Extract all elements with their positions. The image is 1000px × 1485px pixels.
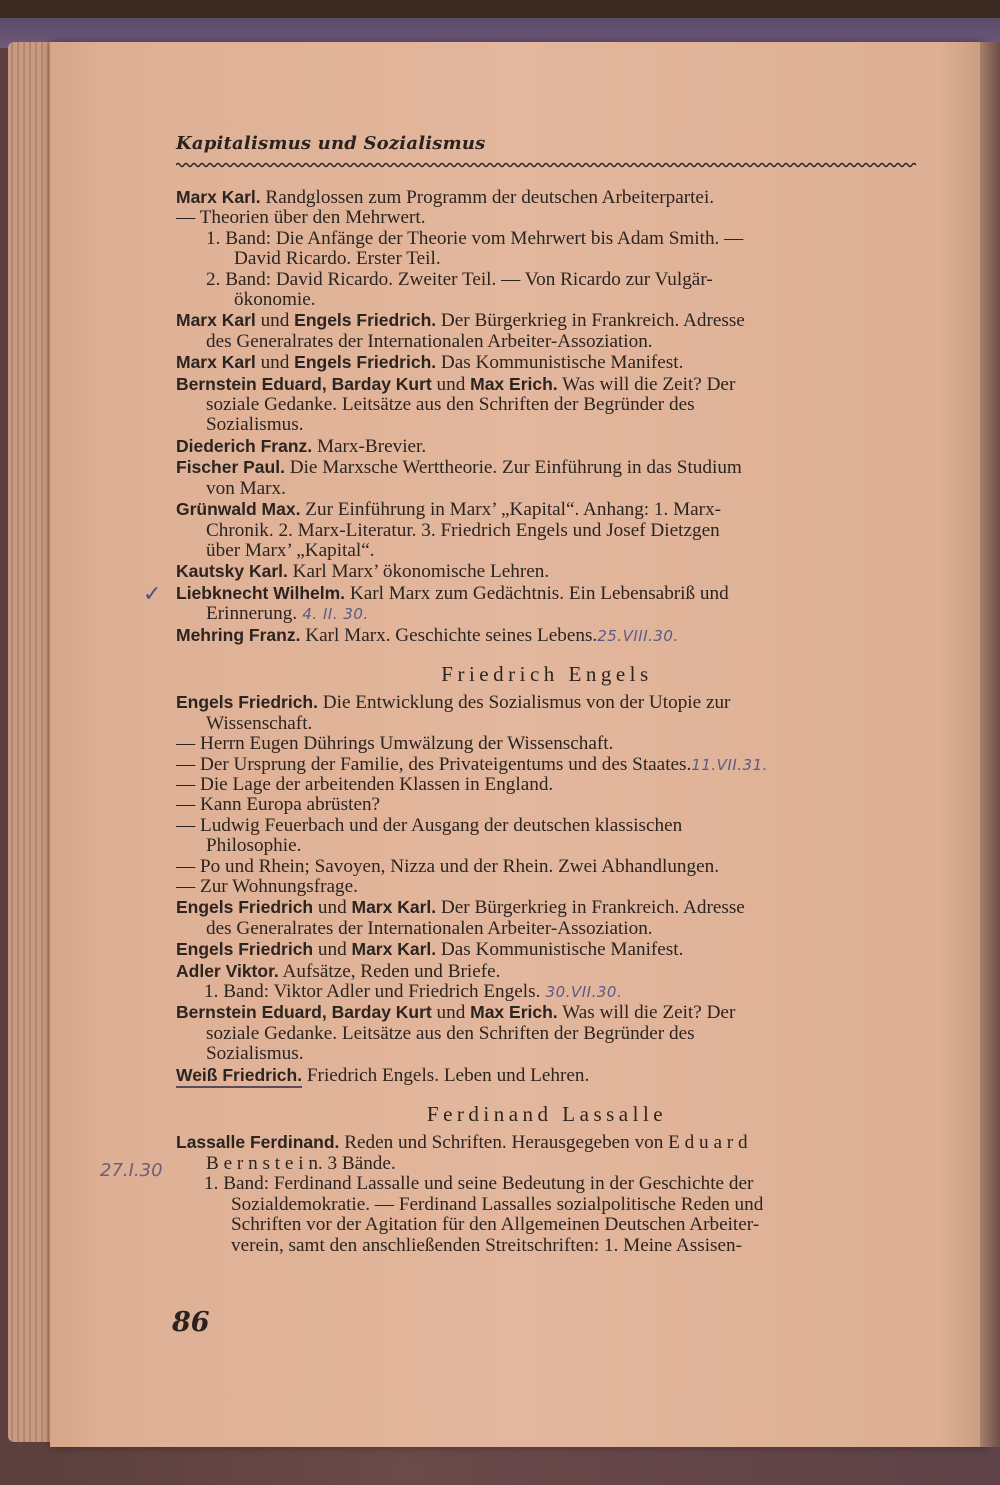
entry-engels-wohnungsfrage: — Zur Wohnungsfrage. xyxy=(176,876,358,897)
section-heading-engels: Friedrich Engels xyxy=(441,661,653,686)
entry-engels-marx-buergerkrieg: Engels Friedrich und Marx Karl. Der Bürgerkrieg in Frankreich. Adresse xyxy=(176,897,745,919)
entry-liebknecht: Liebknecht Wilhelm. Karl Marx zum Gedächtnis. Ein Lebensabriß und xyxy=(176,582,729,604)
entry-engels-feuerbach: — Ludwig Feuerbach und der Ausgang der deutschen klassischen xyxy=(176,814,683,836)
section-heading-lassalle: Ferdinand Lassalle xyxy=(426,1102,668,1127)
handwritten-date: 30.VII.30. xyxy=(540,983,623,1002)
entry-mehring: Mehring Franz. Karl Marx. Geschichte seines Lebens.25.VIII.30. xyxy=(176,624,679,646)
handwritten-date: 25.VIII.30. xyxy=(597,626,679,645)
entry-engels-po-rhein: — Po und Rhein; Savoyen, Nizza und der Rhein. Zwei Abhandlungen. xyxy=(176,855,720,877)
entry-engels-duehring: — Herrn Eugen Dührings Umwälzung der Wissenschaft. xyxy=(176,733,614,755)
entry-subline: Sozialdemokratie. — Ferdinand Lassalles sozialpolitische Reden und xyxy=(231,1193,764,1215)
entry-fischer: Fischer Paul. Die Marxsche Werttheorie. Zur Einführung in das Studium xyxy=(176,457,742,479)
entry-marx-engels-manifest: Marx Karl und Engels Friedrich. Das Kommunistische Manifest. xyxy=(176,352,684,374)
entry-continuation: Sozialismus. xyxy=(206,1043,304,1065)
pencil-checkmark-icon: ✓ xyxy=(143,582,162,607)
entry-continuation: Wissenschaft. xyxy=(206,712,313,734)
entry-subline: 1. Band: Viktor Adler und Friedrich Engels. 30.VII.30. xyxy=(204,981,623,1003)
entry-subline: Schriften vor der Agitation für den Allgemeinen Deutschen Arbeiter- xyxy=(231,1214,760,1236)
entry-engels-lage: — Die Lage der arbeitenden Klassen in England. xyxy=(176,773,554,795)
entry-continuation: soziale Gedanke. Leitsätze aus den Schriften der Begründer des xyxy=(206,394,695,416)
entry-bernstein: Bernstein Eduard, Barday Kurt und Max Erich. Was will die Zeit? Der xyxy=(176,373,736,395)
entry-continuation: B e r n s t e i n. 3 Bände. xyxy=(206,1152,396,1174)
entry-marx-theorien: — Theorien über den Mehrwert. xyxy=(176,207,426,229)
entry-subline: verein, samt den anschließenden Streitschriften: 1. Meine Assisen- xyxy=(231,1234,742,1256)
entry-continuation: über Marx’ „Kapital“. xyxy=(206,539,375,561)
entry-engels-europa: — Kann Europa abrüsten? xyxy=(176,794,381,816)
entry-lassalle: Lassalle Ferdinand. Reden und Schriften. Herausgegeben von E d u a r d xyxy=(176,1132,748,1154)
handwritten-date: 11.VII.31. xyxy=(691,755,768,774)
entry-continuation: Chronik. 2. Marx-Literatur. 3. Friedrich Engels und Josef Dietzgen xyxy=(206,519,720,541)
entry-engels-marx-manifest: Engels Friedrich und Marx Karl. Das Kommunistische Manifest. xyxy=(176,939,684,961)
page-number: 86 xyxy=(172,1307,210,1338)
entry-diederich: Diederich Franz. Marx-Brevier. xyxy=(176,435,427,457)
wavy-rule xyxy=(176,161,918,169)
entry-kautsky: Kautsky Karl. Karl Marx’ ökonomische Lehren. xyxy=(176,561,550,583)
entry-continuation: Sozialismus. xyxy=(206,414,304,436)
entry-marx-randglossen: Marx Karl. Randglossen zum Programm der deutschen Arbeiterpartei. xyxy=(176,187,715,208)
entry-subline: ökonomie. xyxy=(234,289,316,311)
entry-continuation: Philosophie. xyxy=(206,835,302,857)
entry-engels-entwicklung: Engels Friedrich. Die Entwicklung des Sozialismus von der Utopie zur xyxy=(176,692,731,714)
entry-continuation: des Generalrates der Internationalen Arbeiter-Assoziation. xyxy=(206,917,653,939)
handwritten-date: 4. II. 30. xyxy=(297,605,369,624)
entry-continuation: des Generalrates der Internationalen Arbeiter-Assoziation. xyxy=(206,330,653,352)
margin-date-note: 27.I.30 xyxy=(100,1160,163,1181)
entry-weiss: Weiß Friedrich. Friedrich Engels. Leben und Lehren. xyxy=(176,1064,590,1086)
entry-continuation: Erinnerung. 4. II. 30. xyxy=(206,603,369,625)
entry-continuation: soziale Gedanke. Leitsätze aus den Schriften der Begründer des xyxy=(206,1022,695,1044)
right-binding xyxy=(980,42,1000,1447)
entry-subline: David Ricardo. Erster Teil. xyxy=(234,248,441,270)
running-head: Kapitalismus und Sozialismus xyxy=(176,133,486,154)
entry-marx-engels-buergerkrieg: Marx Karl und Engels Friedrich. Der Bürgerkrieg in Frankreich. Adresse xyxy=(176,310,745,332)
entry-subline: 1. Band: Ferdinand Lassalle und seine Bedeutung in der Geschichte der xyxy=(204,1173,754,1195)
entry-continuation: von Marx. xyxy=(206,477,286,499)
bibliography-content xyxy=(176,187,918,1256)
entry-engels-ursprung: — Der Ursprung der Familie, des Privateigentums und des Staates.11.VII.31. xyxy=(176,753,768,775)
entry-gruenwald: Grünwald Max. Zur Einführung in Marx’ „Kapital“. Anhang: 1. Marx- xyxy=(176,499,722,521)
entry-subline: 1. Band: Die Anfänge der Theorie vom Mehrwert bis Adam Smith. — xyxy=(206,227,744,249)
entry-subline: 2. Band: David Ricardo. Zweiter Teil. — Von Ricardo zur Vulgär- xyxy=(206,268,713,290)
entry-bernstein-2: Bernstein Eduard, Barday Kurt und Max Erich. Was will die Zeit? Der xyxy=(176,1002,736,1024)
entry-adler: Adler Viktor. Aufsätze, Reden und Briefe. xyxy=(176,960,501,982)
